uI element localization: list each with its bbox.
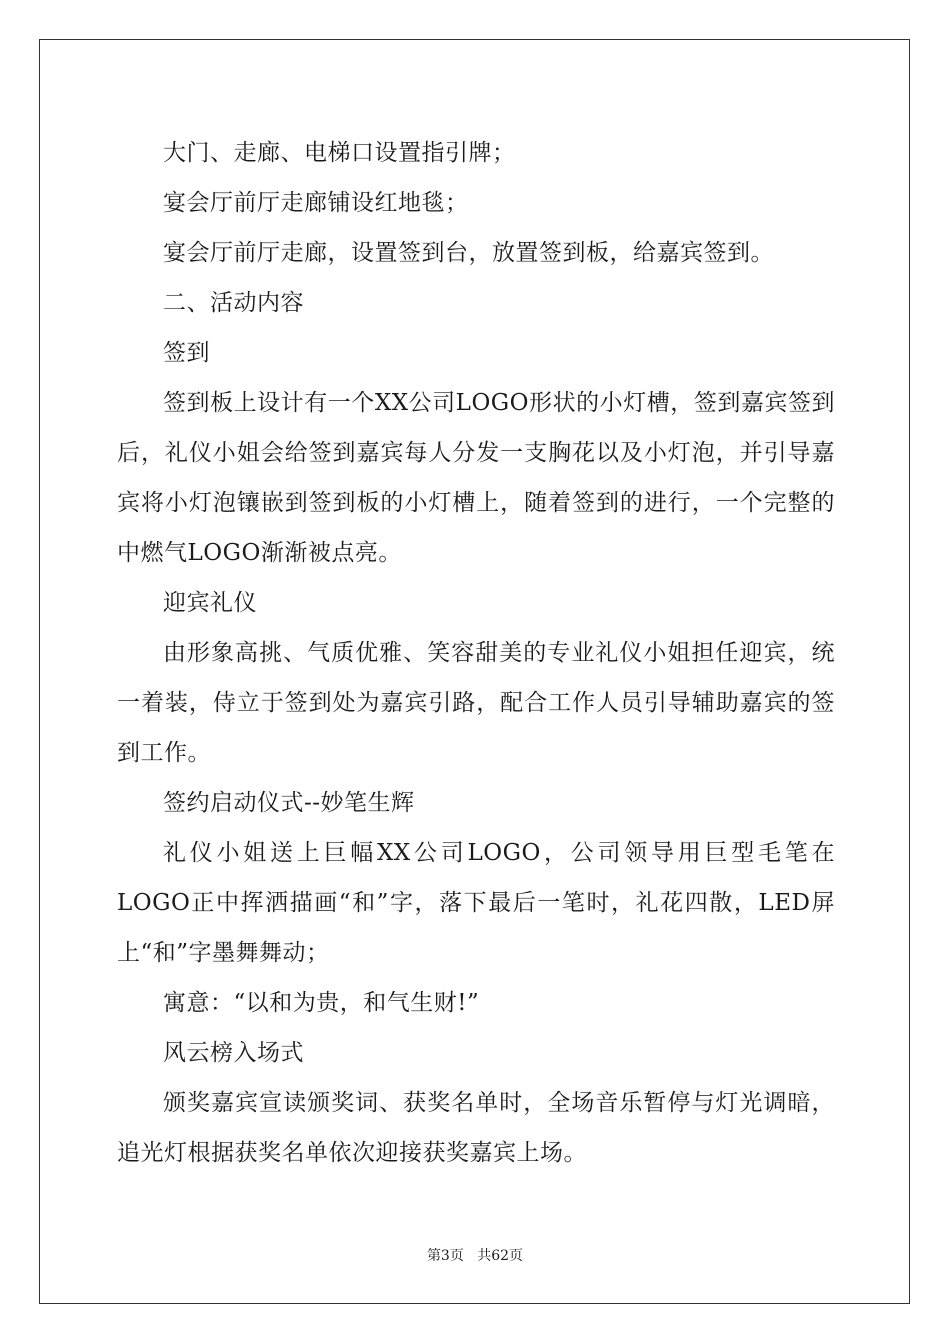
paragraph-sign-in-desk: 宴会厅前厅走廊，设置签到台，放置签到板，给嘉宾签到。 — [163, 240, 774, 266]
paragraph-calligraphy: 礼仪小姐送上巨幅XX公司LOGO，公司领导用巨型毛笔在LOGO正中挥洒描画“和”字，落下最后一笔时，礼花四散，LED屏上“和”字墨舞舞动； — [117, 840, 835, 966]
subheading-sign-in: 签到 — [163, 340, 210, 366]
paragraph-sign-in-board: 签到板上设计有一个XX公司LOGO形状的小灯槽，签到嘉宾签到后，礼仪小姐会给签到嘉宾每人分发一支胸花以及小灯泡，并引导嘉宾将小灯泡镶嵌到签到板的小灯槽上，随着签到的进行，一个完整的中燃气LOGO渐渐被点亮。 — [117, 390, 835, 566]
subheading-entrance-ceremony: 风云榜入场式 — [163, 1040, 304, 1066]
paragraph-meaning: 寓意：“以和为贵，和气生财!” — [163, 990, 480, 1016]
paragraph-red-carpet: 宴会厅前厅走廊铺设红地毯； — [163, 190, 469, 216]
page-total: 共62页 — [477, 1248, 524, 1264]
document-body — [117, 128, 835, 1178]
subheading-signing-ceremony: 签约启动仪式--妙笔生辉 — [163, 790, 415, 816]
paragraph-signage: 大门、走廊、电梯口设置指引牌； — [163, 140, 516, 166]
paragraph-etiquette-hostess: 由形象高挑、气质优雅、笑容甜美的专业礼仪小姐担任迎宾，统一着装，侍立于签到处为嘉宾引路，配合工作人员引导辅助嘉宾的签到工作。 — [117, 640, 835, 766]
subheading-welcome-etiquette: 迎宾礼仪 — [163, 590, 257, 616]
page-footer — [0, 1246, 950, 1266]
paragraph-award-presenters: 颁奖嘉宾宣读颁奖词、获奖名单时，全场音乐暂停与灯光调暗，追光灯根据获奖名单依次迎接获奖嘉宾上场。 — [117, 1090, 835, 1166]
page-number: 第3页 — [426, 1248, 464, 1264]
section-heading-activity-content: 二、活动内容 — [163, 290, 304, 316]
